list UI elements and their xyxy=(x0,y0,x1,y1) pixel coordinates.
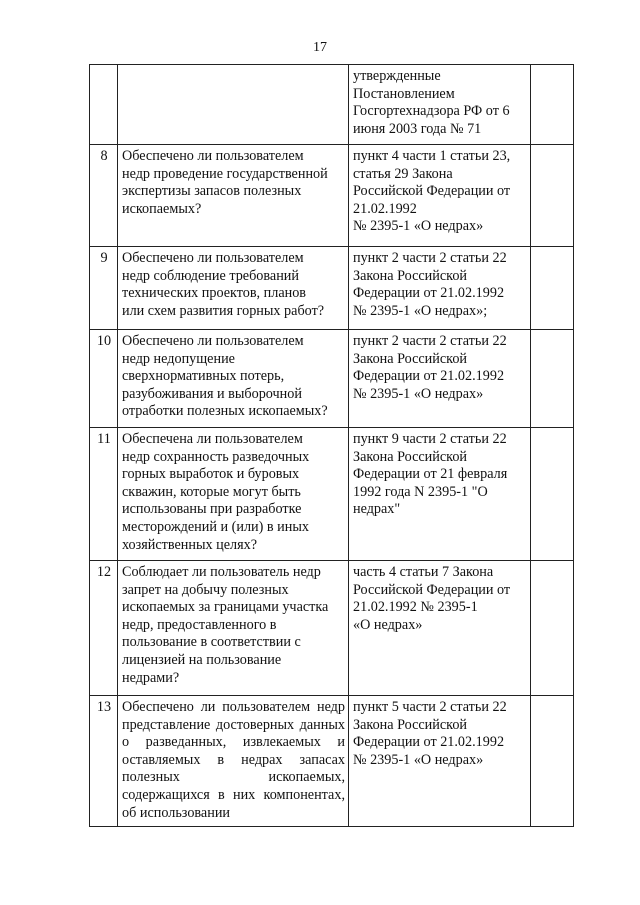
question-line: недр соблюдение требований xyxy=(122,267,299,284)
question-cell xyxy=(118,247,349,330)
question-line: пользование в соответствии с xyxy=(122,634,301,651)
legal-reference-cell xyxy=(349,696,531,827)
question-line: Обеспечено ли пользователем xyxy=(122,333,304,349)
question-line: недр, предоставленного в xyxy=(122,616,277,633)
reference-line: Закона Российской xyxy=(353,448,468,465)
question-line: сверхнормативных потерь, xyxy=(122,368,285,385)
row-number-cell: 8 xyxy=(90,145,118,247)
reference-line: № 2395-1 «О недрах» xyxy=(353,751,484,768)
reference-line: пункт 2 части 2 статьи 22 xyxy=(353,250,507,266)
answer-cell xyxy=(531,561,574,696)
table-row xyxy=(90,145,574,247)
answer-cell xyxy=(531,247,574,330)
question-line: ископаемых? xyxy=(122,200,202,217)
legal-reference-cell xyxy=(349,428,531,561)
question-line: недрами? xyxy=(122,669,180,686)
row-number-cell: 12 xyxy=(90,561,118,696)
reference-line: 21.02.1992 xyxy=(353,200,417,217)
legal-reference-cell xyxy=(349,145,531,247)
question-line: скважин, которые могут быть xyxy=(122,483,301,500)
reference-line: № 2395-1 «О недрах» xyxy=(353,218,484,235)
question-cell xyxy=(118,696,349,827)
table-row xyxy=(90,247,574,330)
reference-line: 21.02.1992 № 2395-1 xyxy=(353,599,478,616)
question-line: недр проведение государственной xyxy=(122,165,328,182)
question-line: разубоживания и выборочной xyxy=(122,385,302,402)
checklist-table xyxy=(89,64,574,827)
table-row xyxy=(90,65,574,145)
reference-line: утвержденные xyxy=(353,68,441,84)
reference-line: недрах" xyxy=(353,501,401,518)
question-line: Обеспечено ли пользователем xyxy=(122,148,304,164)
question-cell xyxy=(118,561,349,696)
question-line: отработки полезных ископаемых? xyxy=(122,403,328,420)
reference-line: Закона Российской xyxy=(353,716,468,733)
answer-cell xyxy=(531,145,574,247)
question-line: хозяйственных целях? xyxy=(122,536,258,553)
question-line: использованы при разработке xyxy=(122,501,302,518)
question-line: лицензией на пользование xyxy=(122,651,282,668)
table-row xyxy=(90,330,574,428)
question-line: недр сохранность разведочных xyxy=(122,448,310,465)
question-line: Соблюдает ли пользователь недр xyxy=(122,564,321,580)
question-line: технических проектов, планов xyxy=(122,285,307,302)
answer-cell xyxy=(531,330,574,428)
table-row xyxy=(90,696,574,827)
question-cell xyxy=(118,428,349,561)
reference-line: 1992 года N 2395-1 "О xyxy=(353,483,488,500)
question-cell xyxy=(118,330,349,428)
row-number-cell: 10 xyxy=(90,330,118,428)
reference-line: Российской Федерации от xyxy=(353,183,511,200)
table-row xyxy=(90,428,574,561)
row-number-cell: 9 xyxy=(90,247,118,330)
reference-line: Федерации от 21.02.1992 xyxy=(353,285,505,302)
reference-line: статья 29 Закона xyxy=(353,165,453,182)
row-number-cell xyxy=(90,65,118,145)
reference-line: пункт 9 части 2 статьи 22 xyxy=(353,431,507,447)
question-text: Обеспечено ли пользователем недр представление достоверных данных о разведанных, извлекаемых и оставляемых в недрах запасах полезных ископаемых, содержащихся в них компонентах, об использовании xyxy=(122,699,345,821)
legal-reference-cell xyxy=(349,561,531,696)
question-line: месторождений и (или) в иных xyxy=(122,518,309,535)
reference-line: «О недрах» xyxy=(353,616,423,633)
answer-cell xyxy=(531,696,574,827)
page-number: 17 xyxy=(313,40,327,55)
question-cell xyxy=(118,145,349,247)
question-line: Обеспечено ли пользователем xyxy=(122,250,304,266)
question-line: или схем развития горных работ? xyxy=(122,302,325,319)
legal-reference-cell xyxy=(349,247,531,330)
reference-line: Закона Российской xyxy=(353,267,468,284)
question-line: запрет на добычу полезных xyxy=(122,581,289,598)
question-line: недр недопущение xyxy=(122,350,235,367)
reference-line: № 2395-1 «О недрах»; xyxy=(353,302,488,319)
answer-cell xyxy=(531,65,574,145)
question-line: горных выработок и буровых xyxy=(122,466,300,483)
reference-line: № 2395-1 «О недрах» xyxy=(353,385,484,402)
reference-line: Госгортехнадзора РФ от 6 xyxy=(353,103,510,120)
question-line: ископаемых за границами участка xyxy=(122,599,329,616)
answer-cell xyxy=(531,428,574,561)
reference-line: Постановлением xyxy=(353,85,455,102)
table-row xyxy=(90,561,574,696)
question-line: Обеспечена ли пользователем xyxy=(122,431,303,447)
row-number-cell: 11 xyxy=(90,428,118,561)
reference-line: часть 4 статьи 7 Закона xyxy=(353,564,494,580)
reference-line: Федерации от 21.02.1992 xyxy=(353,368,505,385)
reference-line: Закона Российской xyxy=(353,350,468,367)
question-cell xyxy=(118,65,349,145)
row-number-cell: 13 xyxy=(90,696,118,827)
reference-line: пункт 4 части 1 статьи 23, xyxy=(353,148,511,164)
reference-line: июня 2003 года № 71 xyxy=(353,120,482,137)
legal-reference-cell xyxy=(349,330,531,428)
question-line: экспертизы запасов полезных xyxy=(122,183,302,200)
reference-line: Федерации от 21.02.1992 xyxy=(353,734,505,751)
reference-line: Федерации от 21 февраля xyxy=(353,466,508,483)
legal-reference-cell xyxy=(349,65,531,145)
reference-line: пункт 5 части 2 статьи 22 xyxy=(353,699,507,715)
reference-line: пункт 2 части 2 статьи 22 xyxy=(353,333,507,349)
reference-line: Российской Федерации от xyxy=(353,581,511,598)
